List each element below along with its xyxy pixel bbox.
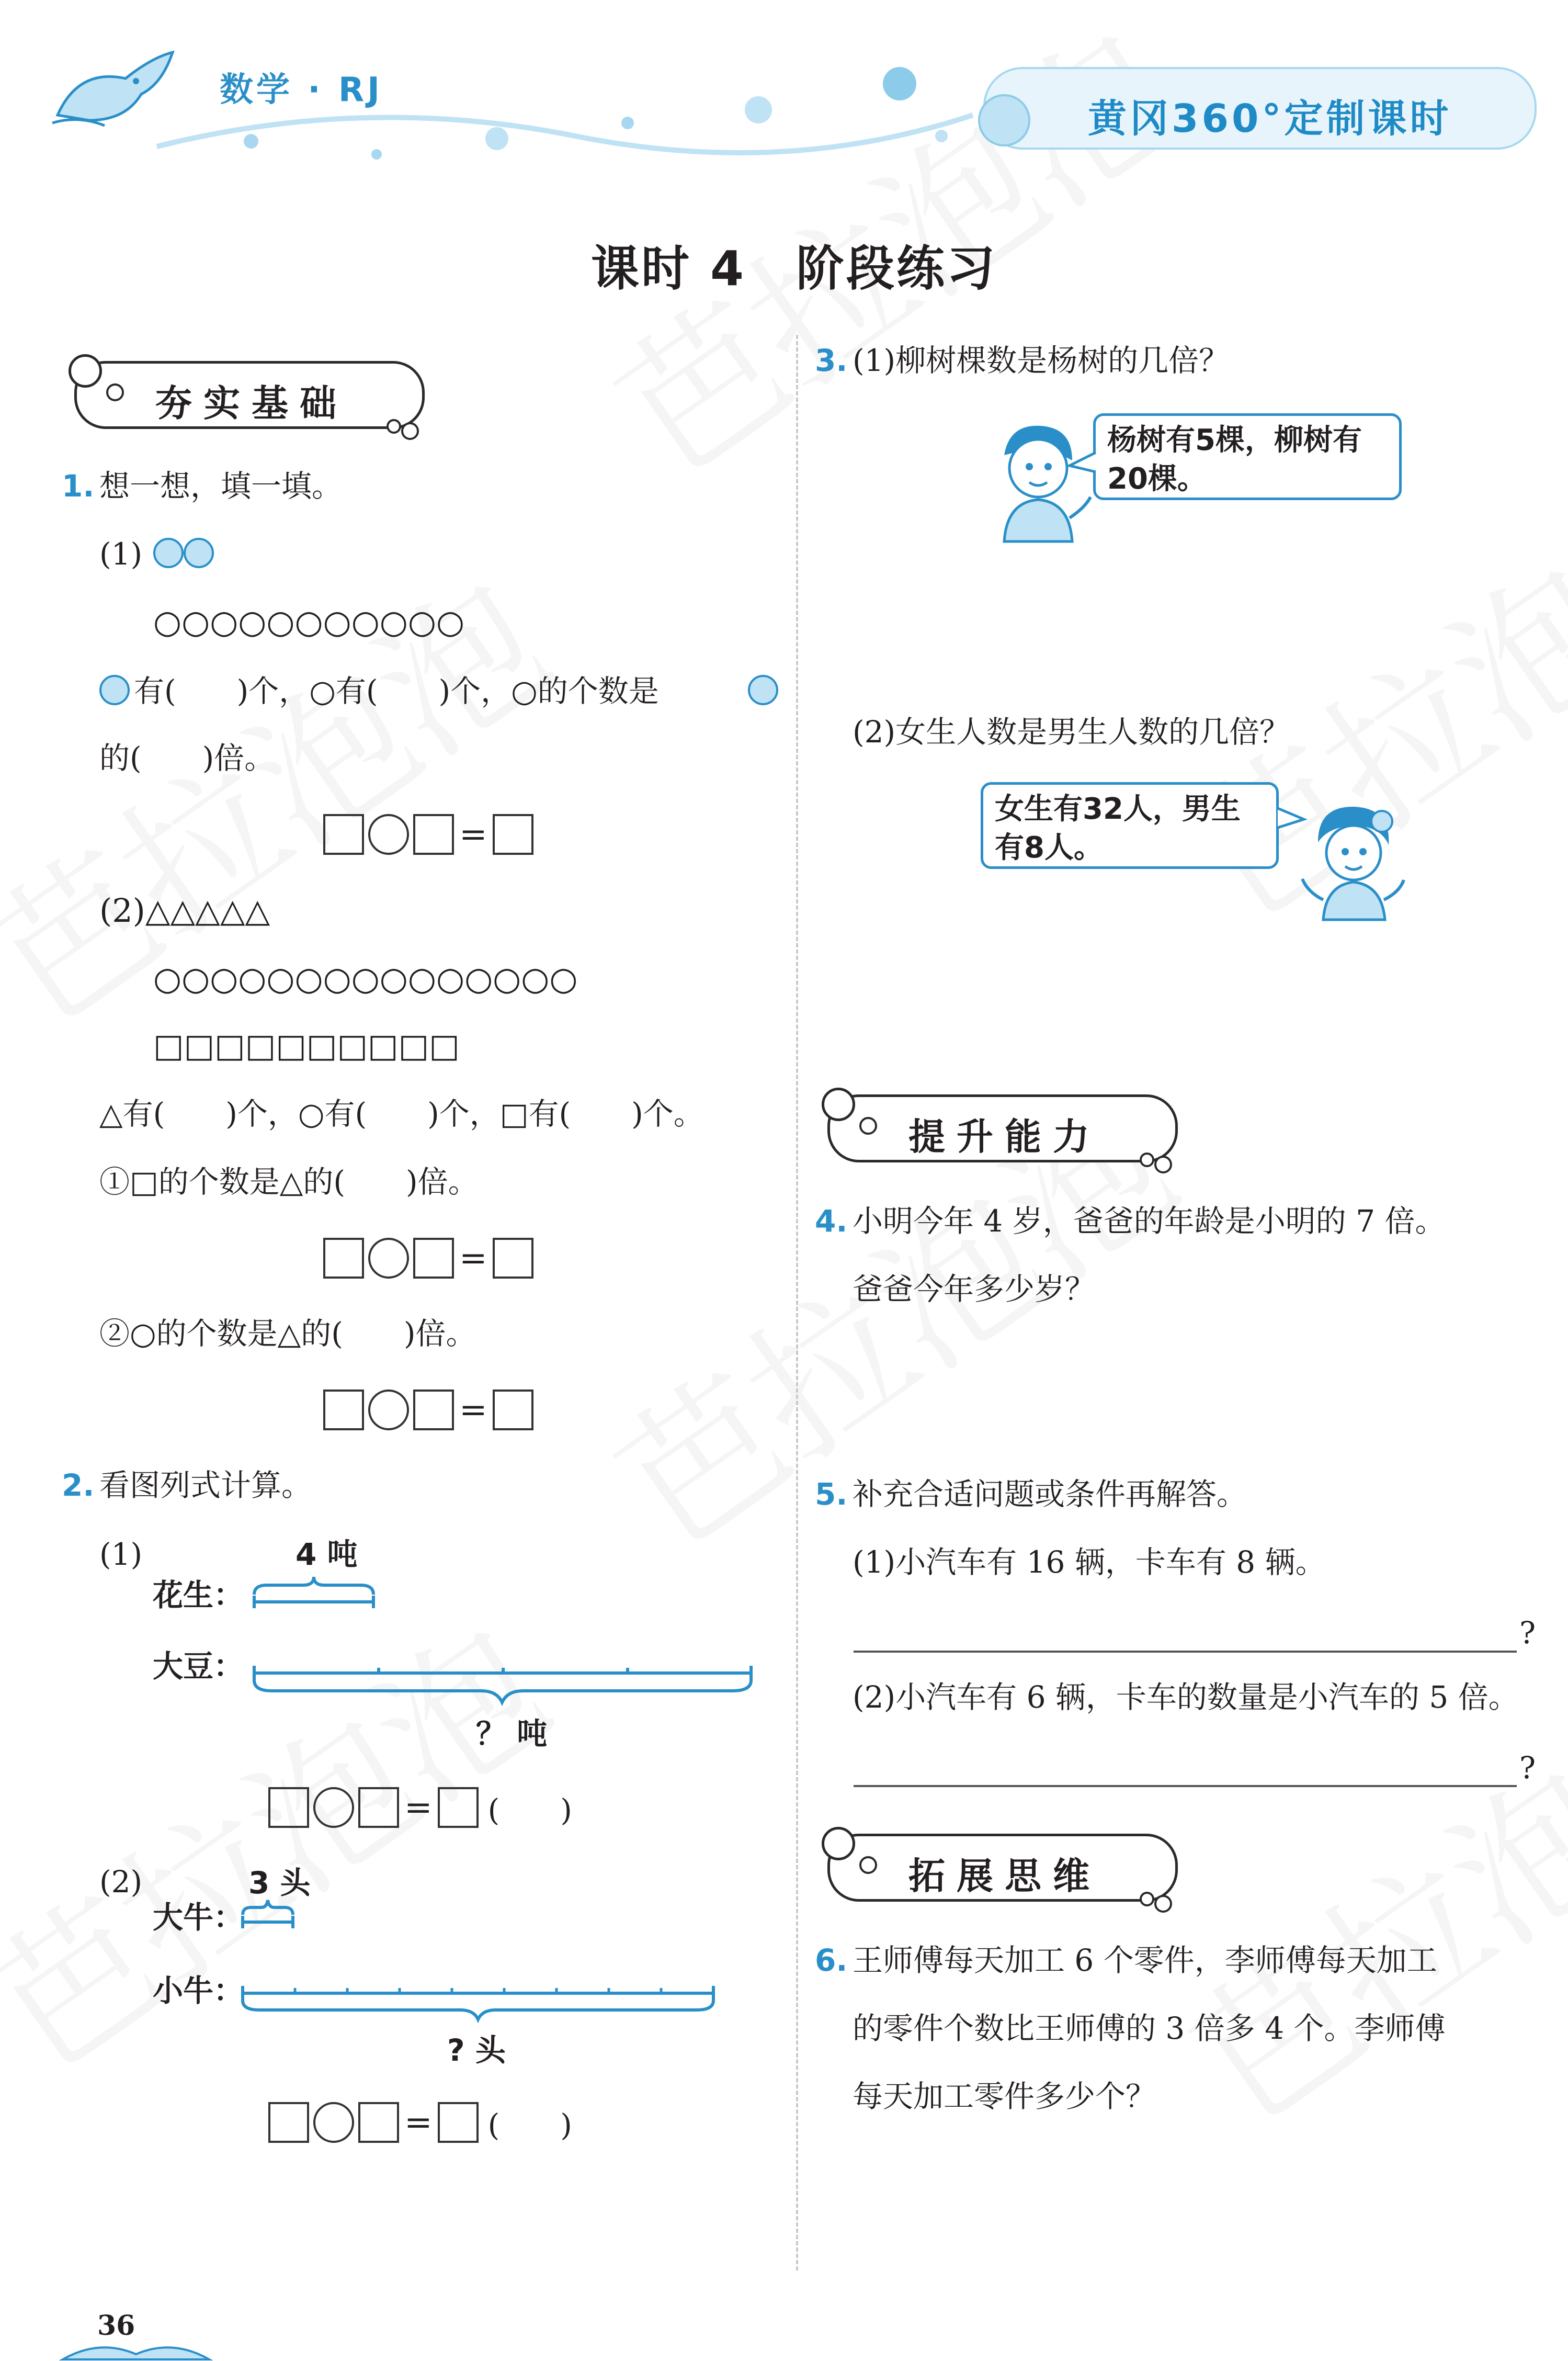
question-text: 想一想，填一填。 (99, 468, 343, 504)
question-text: (2)小汽车有 6 辆，卡车的数量是小汽车的 5 倍。 (853, 1679, 1519, 1715)
unit-paren: ( ) (487, 1792, 572, 1828)
fill-blank-line: 的( )倍。 (99, 740, 275, 776)
row-label: 小牛： (153, 1973, 244, 2008)
section-label: 提升能力 (908, 1115, 1101, 1158)
total-label: ？ 吨 (476, 1716, 548, 1752)
book-icon (58, 2339, 214, 2361)
circle-row: ○○○○○○○○○○○ (153, 603, 465, 641)
boy-avatar-icon (983, 419, 1093, 544)
page-title: 课时 4 阶段练习 (591, 241, 997, 297)
question-text: 补充合适问题或条件再解答。 (853, 1476, 1247, 1512)
speech-bubble (1093, 413, 1402, 500)
filled-circles (153, 538, 214, 568)
filled-circle-icon (99, 675, 130, 705)
total-label: ? 头 (447, 2032, 506, 2068)
question-number: 6. (815, 1942, 848, 1978)
question-text: 看图列式计算。 (99, 1467, 312, 1503)
question-text: 爸爸今年多少岁？ (853, 1271, 1096, 1307)
page-number: 36 (97, 2310, 135, 2342)
part-label: (1) (99, 1537, 143, 1572)
part-label: (2)△△△△△ (99, 891, 270, 930)
bubble-line: 杨树有5棵，柳树有 (1107, 423, 1362, 457)
question-number: 2. (62, 1467, 95, 1503)
question-text: 每天加工零件多少个？ (853, 2078, 1156, 2114)
question-number: 5. (815, 1476, 848, 1512)
section-label: 拓展思维 (908, 1855, 1101, 1897)
section-badge-basic (74, 361, 425, 429)
question-number: 1. (62, 468, 95, 504)
fill-blank-line: ①□的个数是△的( )倍。 (99, 1164, 479, 1200)
equation-boxes[interactable]: = ( ) (268, 1784, 572, 1831)
part-label: (2) (99, 1864, 143, 1900)
circle-row: ○○○○○○○○○○○○○○○ (153, 959, 578, 998)
answer-line[interactable] (854, 1651, 1517, 1653)
unit-paren: ( ) (487, 2107, 572, 2143)
equation-boxes[interactable]: = (323, 1386, 538, 1433)
question-mark: ? (1519, 1615, 1536, 1651)
fill-blank-line: △有( )个，○有( )个，□有( )个。 (99, 1096, 704, 1132)
row-label: 花生： (153, 1577, 244, 1613)
bubble-line: 20棵。 (1107, 462, 1207, 496)
equation-boxes[interactable]: = (323, 811, 538, 858)
answer-line[interactable] (854, 1785, 1517, 1787)
line-segment-diagram (251, 1569, 758, 1705)
row-label: 大豆： (153, 1648, 244, 1684)
fill-blank-line: 有( )个，○有( )个，○的个数是 (134, 673, 659, 709)
girl-avatar-icon (1297, 800, 1407, 921)
section-badge-expand (827, 1834, 1178, 1902)
fill-blank-line: ②○的个数是△的( )倍。 (99, 1316, 476, 1351)
equation-boxes[interactable]: = ( ) (268, 2099, 572, 2146)
filled-circle-icon (748, 675, 778, 705)
question-number: 3. (815, 343, 848, 378)
question-mark: ? (1519, 1750, 1536, 1786)
speech-bubble (981, 782, 1279, 869)
segment-value-label: 3 头 (248, 1865, 311, 1901)
bubble-tail (1067, 450, 1098, 476)
subject-label: 数学 · RJ (220, 71, 383, 109)
question-text: 的零件个数比王师傅的 3 倍多 4 个。李师傅 (853, 2010, 1446, 2046)
row-label: 大牛： (153, 1900, 244, 1935)
square-row: □□□□□□□□□□ (153, 1026, 460, 1065)
column-divider (796, 335, 798, 2270)
bubble-line: 女生有32人，男生 (995, 792, 1241, 826)
question-text: (1)柳树棵数是杨树的几倍？ (853, 343, 1230, 378)
question-text: (2)女生人数是男生人数的几倍？ (853, 714, 1290, 750)
pill-circle-icon (973, 89, 1036, 152)
question-text: 小明今年 4 岁，爸爸的年龄是小明的 7 倍。 (853, 1203, 1446, 1239)
line-segment-diagram (241, 1894, 722, 2019)
question-text: (1)小汽车有 16 辆，卡车有 8 辆。 (853, 1544, 1326, 1580)
section-badge-improve (827, 1094, 1178, 1162)
question-text: 王师傅每天加工 6 个零件，李师傅每天加工 (853, 1942, 1437, 1978)
question-number: 4. (815, 1203, 848, 1239)
section-label: 夯实基础 (155, 382, 348, 425)
equation-boxes[interactable]: = (323, 1235, 538, 1282)
part-label: (1) (99, 536, 143, 572)
series-title: 黄冈360°定制课时 (1088, 96, 1452, 141)
segment-value-label: 4 吨 (296, 1537, 358, 1572)
bubble-line: 有8人。 (995, 831, 1103, 865)
